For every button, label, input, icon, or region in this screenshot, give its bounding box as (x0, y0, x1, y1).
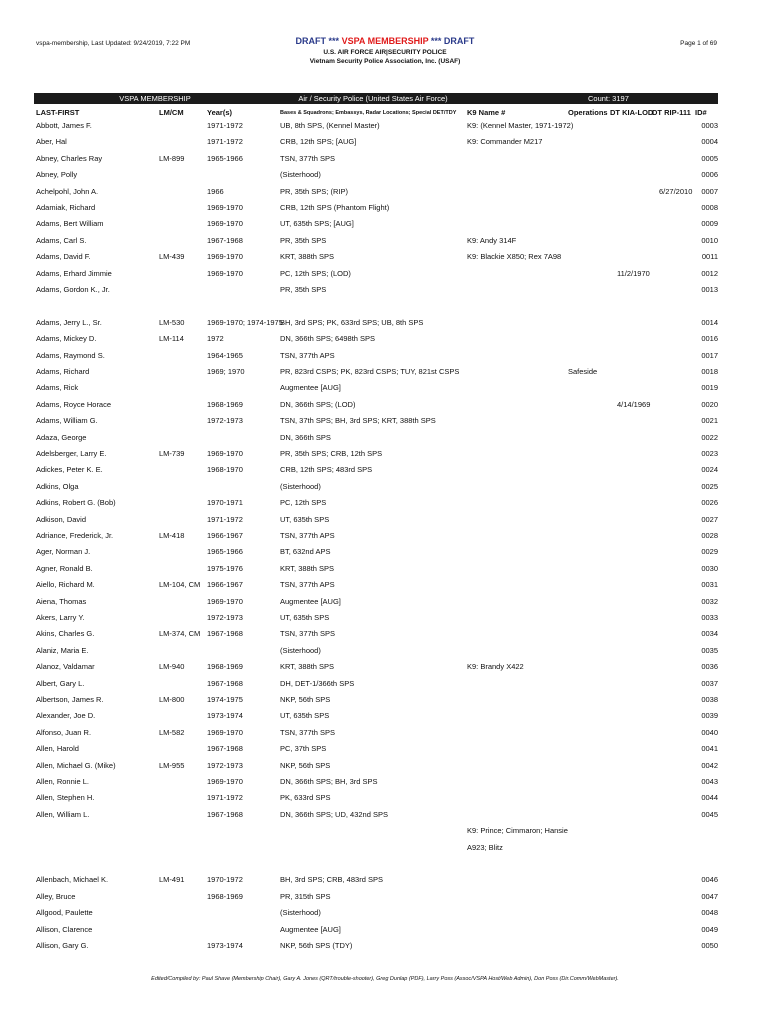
cell-id: 0013 (701, 285, 718, 294)
cell-id: 0031 (701, 580, 718, 590)
cell-years: 1969-1970 (207, 727, 243, 737)
header-left: vspa-membership, Last Updated: 9/24/2019, 7:22 PM (36, 40, 191, 47)
cell-id: 0047 (701, 891, 718, 901)
cell-lm: LM-899 (159, 153, 185, 163)
cell-name: Adriance, Frederick, Jr. (36, 531, 114, 540)
cell-years: 1967-1968 (207, 744, 243, 754)
cell-bases: TSN, 377th SPS (280, 153, 336, 163)
cell-years: 1971-1972 (207, 514, 243, 524)
cell-k9: K9: Prince; Cimmaron; Hansie (467, 826, 568, 836)
cell-bases: DH, DET-1/366th SPS (280, 678, 355, 688)
cell-bases: NKP, 56th SPS (280, 695, 331, 704)
cell-name: Aber, Hal (36, 137, 67, 147)
document-title (0, 36, 770, 46)
cell-bases: DN, 366th SPS; 6498th SPS (280, 334, 376, 344)
cell-name: Aiena, Thomas (36, 596, 87, 606)
cell-years: 1969-1970 (207, 268, 243, 278)
cell-id: 0019 (701, 383, 718, 393)
cell-years: 1972 (207, 334, 224, 344)
cell-lm: LM-104, CM (159, 580, 201, 590)
cell-years: 1967-1968 (207, 678, 243, 688)
cell-years: 1967-1968 (207, 235, 243, 245)
cell-bases: NKP, 56th SPS (TDY) (280, 941, 353, 950)
column-headers (0, 108, 770, 120)
cell-name: Akers, Larry Y. (36, 613, 85, 622)
cell-name: Alexander, Joe D. (36, 711, 96, 721)
cell-bases: TSN, 377th APS (280, 531, 335, 540)
cell-bases: PR, 35th SPS; CRB, 12th SPS (280, 449, 383, 458)
cell-id: 0007 (701, 186, 718, 196)
cell-name: Allison, Clarence (36, 924, 93, 934)
cell-id: 0042 (701, 760, 718, 770)
cell-lm: LM-955 (159, 760, 185, 770)
cell-name: Adams, William G. (36, 416, 98, 426)
cell-years: 1974-1975 (207, 695, 243, 704)
cell-bases: Augmentee [AUG] (280, 924, 341, 934)
title-main: VSPA MEMBERSHIP (341, 36, 429, 46)
cell-name: Adams, Carl S. (36, 235, 87, 245)
cell-name: Albertson, James R. (36, 695, 104, 704)
cell-bases: PR, 35th SPS (280, 285, 327, 294)
cell-lm: LM-374, CM (159, 629, 201, 639)
cell-name: Adickes, Peter K. E. (36, 465, 103, 475)
cell-name: Adams, David F. (36, 252, 91, 262)
cell-id: 0036 (701, 662, 718, 672)
cell-name: Allison, Gary G. (36, 941, 89, 950)
cell-years: 1969-1970 (207, 252, 243, 262)
cell-name: Adams, Erhard Jimmie (36, 268, 112, 278)
cell-id: 0026 (701, 498, 718, 508)
cell-bases: UT, 635th SPS (280, 514, 330, 524)
col-lm: LM/CM (159, 108, 184, 117)
cell-kia: 11/2/1970 (617, 268, 650, 278)
cell-name: Adams, Jerry L., Sr. (36, 317, 102, 327)
cell-bases: TSN, 377th SPS (280, 727, 336, 737)
document-subtitle: U.S. AIR FORCE AIR|SECURITY POLICE (323, 49, 447, 56)
cell-bases: DN, 366th SPS; (LOD) (280, 399, 356, 409)
cell-id: 0040 (701, 727, 718, 737)
cell-bases: UT, 635th SPS (280, 613, 330, 622)
cell-years: 1968-1970 (207, 465, 243, 475)
cell-years: 1969-1970 (207, 596, 243, 606)
cell-operations: Safeside (568, 367, 598, 376)
cell-years: 1967-1968 (207, 809, 243, 819)
cell-id: 0025 (701, 481, 718, 491)
cell-bases: Augmentee [AUG] (280, 596, 341, 606)
col-years: Year(s) (207, 108, 233, 117)
cell-lm: LM-418 (159, 531, 185, 540)
cell-years: 1971-1972 (207, 793, 243, 803)
cell-id: 0022 (701, 432, 718, 442)
cell-years: 1966-1967 (207, 531, 243, 540)
cell-name: Akins, Charles G. (36, 629, 95, 639)
cell-years: 1968-1969 (207, 891, 243, 901)
cell-bases: (Sisterhood) (280, 645, 321, 655)
cell-bases: Augmentee [AUG] (280, 383, 341, 393)
band-air-police: Air / Security Police (United States Air Force) (276, 93, 470, 104)
cell-bases: TSN, 377th APS (280, 580, 335, 590)
cell-id: 0028 (701, 531, 718, 540)
cell-name: Alanoz, Valdamar (36, 662, 95, 672)
cell-lm: LM-439 (159, 252, 185, 262)
cell-lm: LM-114 (159, 334, 184, 344)
col-rip: DT RIP-111 (652, 108, 691, 117)
cell-bases: TSN, 377th APS (280, 350, 335, 360)
cell-years: 1966-1967 (207, 580, 243, 590)
cell-name: Allen, Harold (36, 744, 79, 754)
cell-bases: NKP, 56th SPS (280, 760, 331, 770)
cell-id: 0032 (701, 596, 718, 606)
cell-name: Allen, Stephen H. (36, 793, 95, 803)
cell-name: Adaza, George (36, 432, 87, 442)
cell-years: 1972-1973 (207, 416, 243, 426)
cell-name: Albert, Gary L. (36, 678, 85, 688)
cell-k9: K9: (Kennel Master, 1971-1972) (467, 121, 574, 130)
cell-name: Abbott, James F. (36, 121, 92, 130)
cell-name: Allgood, Paulette (36, 908, 93, 918)
cell-years: 1971-1972 (207, 121, 243, 130)
cell-id: 0039 (701, 711, 718, 721)
cell-id: 0003 (701, 121, 718, 130)
cell-id: 0044 (701, 793, 718, 803)
cell-id: 0006 (701, 170, 718, 180)
cell-id: 0029 (701, 547, 718, 557)
cell-name: Adams, Raymond S. (36, 350, 105, 360)
band-membership: VSPA MEMBERSHIP (34, 93, 276, 104)
cell-bases: DN, 366th SPS; UD, 432nd SPS (280, 809, 388, 819)
cell-id: 0027 (701, 514, 718, 524)
cell-id: 0035 (701, 645, 718, 655)
member-count: Count: 3197 (588, 94, 629, 103)
cell-id: 0011 (701, 252, 718, 262)
cell-k9: K9: Andy 314F (467, 235, 517, 245)
cell-years: 1969-1970 (207, 449, 243, 458)
header-center (0, 36, 770, 65)
cell-years: 1970-1971 (207, 498, 243, 508)
cell-id: 0041 (701, 744, 718, 754)
col-bases: Bases & Squadrons; Embassys, Radar Locations; Special DET/TDY (280, 110, 457, 116)
cell-years: 1970-1972 (207, 875, 243, 885)
cell-bases: PR, 35th SPS; (RIP) (280, 186, 348, 196)
cell-k9: K9: Commander M217 (467, 137, 543, 147)
cell-years: 1969-1970 (207, 219, 243, 229)
cell-id: 0030 (701, 563, 718, 573)
cell-years: 1969; 1970 (207, 367, 245, 376)
cell-bases: DN, 366th SPS; BH, 3rd SPS (280, 777, 378, 786)
cell-years: 1971-1972 (207, 137, 243, 147)
cell-name: Allen, William L. (36, 809, 90, 819)
cell-bases: UT, 635th SPS; [AUG] (280, 219, 354, 229)
cell-bases: BT, 632nd APS (280, 547, 331, 557)
cell-id: 0021 (701, 416, 718, 426)
col-id: ID# (695, 108, 707, 117)
band-count (470, 93, 718, 104)
cell-k9: K9: Brandy X422 (467, 662, 524, 672)
cell-bases: CRB, 12th SPS; [AUG] (280, 137, 357, 147)
cell-years: 1973-1974 (207, 711, 243, 721)
col-name: LAST-FIRST (36, 108, 80, 117)
cell-name: Abney, Polly (36, 170, 78, 180)
cell-bases: PC, 37th SPS (280, 744, 327, 754)
cell-name: Adelsberger, Larry E. (36, 449, 107, 458)
page-number: Page 1 of 69 (680, 40, 717, 47)
cell-kia: 4/14/1969 (617, 399, 651, 409)
cell-bases: PC, 12th SPS (280, 498, 327, 508)
cell-bases: PK, 633rd SPS (280, 793, 331, 803)
cell-bases: PR, 823rd CSPS; PK, 823rd CSPS; TUY, 821st CSPS (280, 367, 460, 376)
cell-bases: KRT, 388th SPS (280, 563, 335, 573)
cell-bases: (Sisterhood) (280, 170, 321, 180)
cell-name: Aiello, Richard M. (36, 580, 95, 590)
cell-name: Allen, Ronnie L. (36, 777, 89, 786)
cell-name: Adams, Mickey D. (36, 334, 97, 344)
cell-years: 1968-1969 (207, 662, 243, 672)
cell-id: 0008 (701, 203, 718, 212)
cell-bases: UT, 635th SPS (280, 711, 330, 721)
cell-id: 0046 (701, 875, 718, 885)
cell-years: 1969-1970 (207, 203, 243, 212)
cell-bases: TSN, 377th SPS (280, 629, 336, 639)
cell-bases: CRB, 12th SPS; 483rd SPS (280, 465, 373, 475)
cell-bases: KRT, 388th SPS (280, 252, 335, 262)
cell-years: 1972-1973 (207, 613, 243, 622)
cell-id: 0024 (701, 465, 718, 475)
cell-rip: 6/27/2010 (659, 186, 693, 196)
cell-id: 0048 (701, 908, 718, 918)
col-k9: K9 Name # (467, 108, 506, 117)
cell-years: 1965-1966 (207, 547, 243, 557)
cell-k9: A923; Blitz (467, 842, 503, 852)
cell-name: Abney, Charles Ray (36, 153, 103, 163)
cell-lm: LM-582 (159, 727, 185, 737)
cell-years: 1969-1970 (207, 777, 243, 786)
cell-id: 0020 (701, 399, 718, 409)
cell-bases: DN, 366th SPS (280, 432, 331, 442)
cell-id: 0049 (701, 924, 718, 934)
cell-name: Adamiak, Richard (36, 203, 96, 212)
cell-bases: KRT, 388th SPS (280, 662, 335, 672)
cell-name: Ager, Norman J. (36, 547, 91, 557)
cell-bases: PC, 12th SPS; (LOD) (280, 268, 351, 278)
cell-years: 1973-1974 (207, 941, 243, 950)
cell-name: Alley, Bruce (36, 891, 76, 901)
cell-bases: PR, 315th SPS (280, 891, 331, 901)
cell-bases: UB, 8th SPS, (Kennel Master) (280, 121, 380, 130)
cell-lm: LM-800 (159, 695, 185, 704)
cell-name: Allenbach, Michael K. (36, 875, 109, 885)
cell-bases: BH, 3rd SPS; CRB, 483rd SPS (280, 875, 383, 885)
cell-name: Adams, Bert William (36, 219, 104, 229)
cell-k9: K9: Blackie X850; Rex 7A98 (467, 252, 562, 262)
cell-lm: LM-530 (159, 317, 185, 327)
cell-bases: TSN, 37th SPS; BH, 3rd SPS; KRT, 388th SPS (280, 416, 436, 426)
cell-id: 0034 (701, 629, 718, 639)
cell-id: 0010 (701, 235, 718, 245)
cell-name: Achelpohl, John A. (36, 186, 99, 196)
cell-id: 0023 (701, 449, 718, 458)
cell-lm: LM-940 (159, 662, 185, 672)
cell-years: 1964-1965 (207, 350, 243, 360)
cell-name: Adkins, Olga (36, 481, 79, 491)
cell-id: 0014 (701, 317, 718, 327)
title-prefix: DRAFT *** (295, 36, 342, 46)
cell-years: 1965-1966 (207, 153, 243, 163)
cell-bases: CRB, 12th SPS (Phantom Flight) (280, 203, 390, 212)
cell-years: 1969-1970; 1974-1975 (207, 317, 283, 327)
cell-id: 0045 (701, 809, 718, 819)
cell-name: Agner, Ronald B. (36, 563, 93, 573)
cell-name: Adams, Richard (36, 367, 90, 376)
cell-bases: BH, 3rd SPS; PK, 633rd SPS; UB, 8th SPS (280, 317, 424, 327)
cell-bases: PR, 35th SPS (280, 235, 327, 245)
cell-lm: LM-491 (159, 875, 185, 885)
cell-id: 0038 (701, 695, 718, 704)
cell-bases: (Sisterhood) (280, 908, 321, 918)
cell-lm: LM-739 (159, 449, 185, 458)
cell-id: 0005 (701, 153, 718, 163)
cell-years: 1972-1973 (207, 760, 243, 770)
cell-bases: (Sisterhood) (280, 481, 321, 491)
cell-id: 0009 (701, 219, 718, 229)
cell-years: 1975-1976 (207, 563, 243, 573)
footer-credits: Edited/Compiled by: Paul Shave (Membership Chair), Gary A. Jones (QRT/trouble-shooter), Greg Dunlap (PDF), Larry Poss (Assoc/VSPA Host/Web Admin), Don Poss (Dir.Comm/WebMaster). (151, 976, 619, 982)
cell-years: 1968-1969 (207, 399, 243, 409)
cell-name: Allen, Michael G. (Mike) (36, 760, 116, 770)
cell-id: 0037 (701, 678, 718, 688)
col-operations: Operations (568, 108, 608, 117)
cell-name: Adkison, David (36, 514, 87, 524)
cell-id: 0004 (701, 137, 718, 147)
cell-id: 0017 (701, 350, 718, 360)
cell-name: Adams, Royce Horace (36, 399, 112, 409)
cell-id: 0050 (701, 941, 718, 950)
cell-years: 1967-1968 (207, 629, 243, 639)
col-kia: DT KIA-LOD (610, 108, 654, 117)
cell-name: Alfonso, Juan R. (36, 727, 92, 737)
cell-name: Adams, Gordon K., Jr. (36, 285, 110, 294)
cell-name: Adkins, Robert G. (Bob) (36, 498, 116, 508)
cell-name: Alaniz, Maria E. (36, 645, 89, 655)
cell-id: 0043 (701, 777, 718, 786)
cell-id: 0012 (701, 268, 718, 278)
organization-name: Vietnam Security Police Association, Inc. (USAF) (309, 58, 461, 65)
cell-id: 0016 (701, 334, 718, 344)
cell-id: 0033 (701, 613, 718, 622)
title-suffix: *** DRAFT (428, 36, 475, 46)
cell-name: Adams, Rick (36, 383, 79, 393)
cell-id: 0018 (701, 367, 718, 376)
cell-years: 1966 (207, 186, 224, 196)
